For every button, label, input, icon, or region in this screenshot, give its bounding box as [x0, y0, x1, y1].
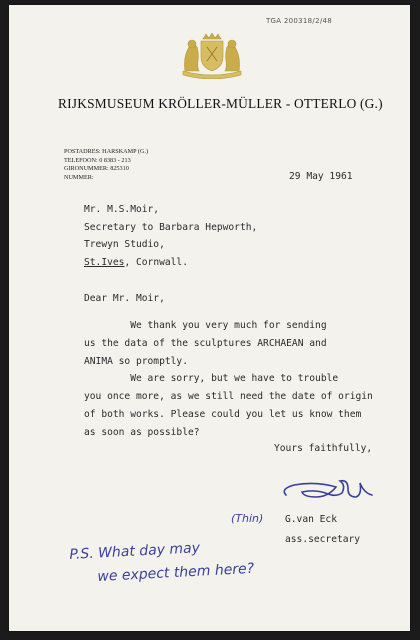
recipient-county: , Cornwall. [124, 256, 188, 268]
body-line: us the data of the sculptures ARCHAEAN and [84, 337, 327, 349]
body-line: as soon as possible? [84, 426, 200, 438]
closing: Yours faithfully, [274, 443, 373, 454]
postscript-line-2: we expect them here? [97, 560, 255, 585]
recipient-town: St.Ives [84, 256, 125, 268]
postal-details [64, 148, 148, 182]
handwritten-prefix: (Thin) [231, 512, 264, 525]
recipient-name: Mr. M.S.Moir, [84, 204, 160, 215]
letter-page [9, 5, 410, 631]
body-line: We thank you very much for sending [84, 320, 327, 331]
body-line: ANIMA so promptly. [84, 355, 188, 367]
body-line: of both works. Please could you let us know them [84, 408, 362, 420]
signatory-name: G.van Eck [285, 514, 337, 525]
recipient-address [84, 201, 257, 271]
body-line: We are sorry, but we have to trouble [84, 373, 339, 385]
signatory-role: ass.secretary [285, 534, 361, 545]
institution-name: RIJKSMUSEUM KRÖLLER-MÜLLER - OTTERLO (G.) [58, 96, 383, 111]
body-line: you once more, as we still need the date of origin [84, 391, 373, 403]
telephone: TELEFOON: 0 8383 - 213 [64, 156, 131, 164]
letter-body [84, 317, 373, 442]
giro-number: GIRONUMMER: 825310 [64, 165, 129, 172]
recipient-town-line [84, 254, 257, 272]
postscript-line-1: P.S. What day may [69, 540, 201, 563]
handwritten-signature [276, 475, 376, 507]
recipient-title: Secretary to Barbara Hepworth, [84, 221, 258, 233]
recipient-studio: Trewyn Studio, [84, 239, 165, 251]
salutation: Dear Mr. Moir, [84, 293, 165, 304]
reference-number: NUMMER: [64, 173, 94, 181]
archive-reference: TGA 200318/2/48 [265, 17, 332, 25]
letter-date: 29 May 1961 [289, 171, 353, 182]
postal-address: POSTADRES: HARSKAMP (G.) [64, 148, 149, 155]
royal-crest-icon [179, 33, 245, 79]
